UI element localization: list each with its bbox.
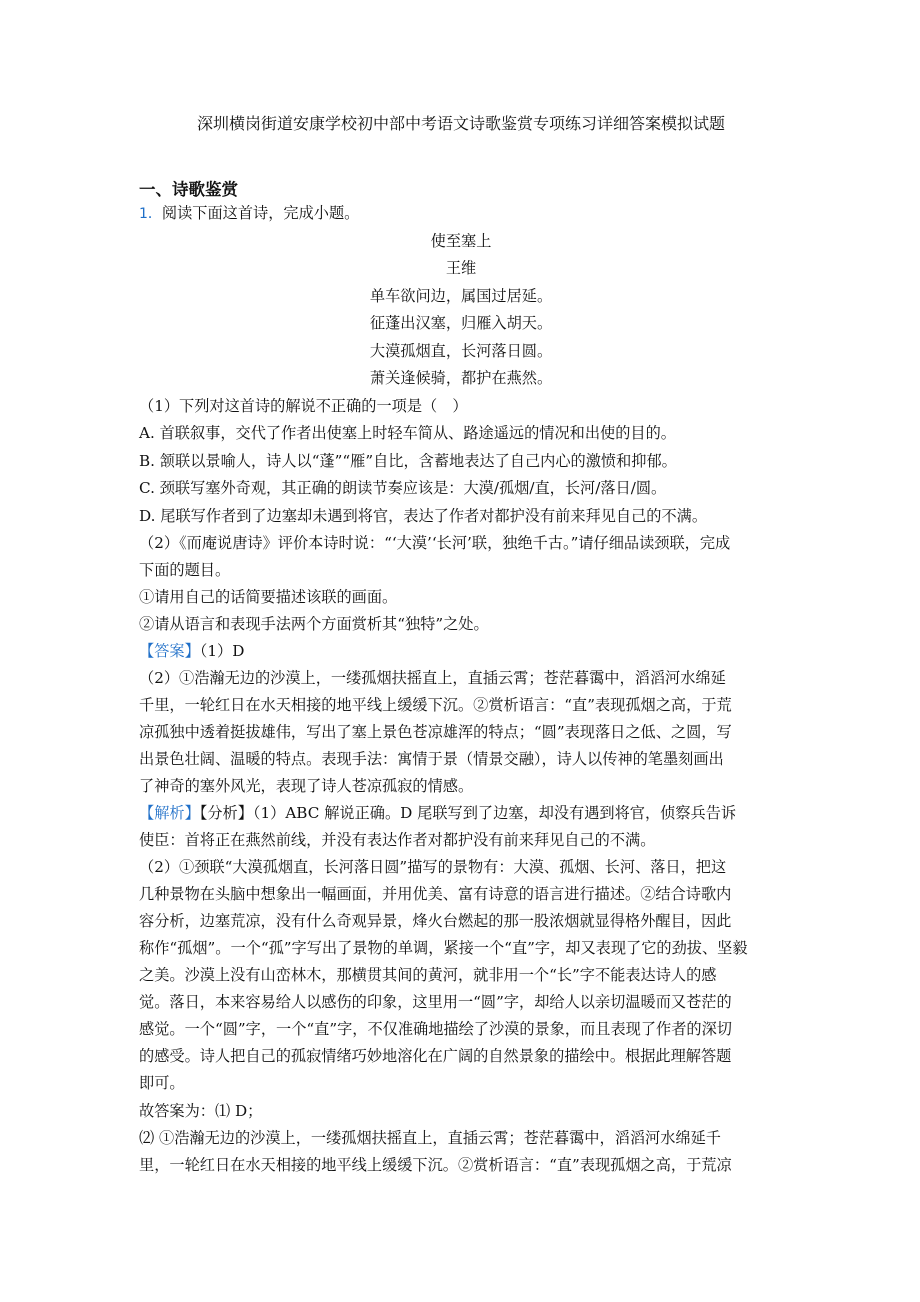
question-1 xyxy=(139,203,359,224)
option-a: A. 首联叙事，交代了作者出使塞上时轻车简从、路途遥远的情况和出使的目的。 xyxy=(139,424,676,442)
sub-question-2: （2）《而庵说唐诗》评价本诗时说：“‘大漠’‘长河’联，独绝千古。”请仔细品读颈联，完成 xyxy=(139,534,731,552)
poem-title: 使至塞上 xyxy=(430,232,492,250)
analysis-line: 称作“孤烟”。一个“孤”字写出了景物的单调，紧接一个“直”字，却又表现了它的劲拔、坚毅 xyxy=(139,939,748,957)
answer-tag: 【答案】 xyxy=(139,642,200,660)
sub-item: ①请用自己的话简要描述该联的画面。 xyxy=(139,588,398,606)
analysis-block xyxy=(139,803,736,823)
conclusion-line: 里，一轮红日在水天相接的地平线上缓缓下沉。②赏析语言：“直”表现孤烟之高，于荒凉 xyxy=(139,1156,732,1174)
poem-line: 大漠孤烟直，长河落日圆。 xyxy=(369,342,553,360)
sub-question-1: （1）下列对这首诗的解说不正确的一项是（ ） xyxy=(139,397,468,415)
answer-line: 凉孤独中透着挺拔雄伟，写出了塞上景色苍凉雄浑的特点；“圆”表现落日之低、之圆，写 xyxy=(139,723,732,741)
analysis-tag: 【解析】 xyxy=(139,804,200,822)
analysis-line: 之美。沙漠上没有山峦林木，那横贯其间的黄河，就非用一个“长”字不能表达诗人的感 xyxy=(139,966,717,984)
document-title: 深圳横岗街道安康学校初中部中考语文诗歌鉴赏专项练习详细答案模拟试题 xyxy=(196,114,725,133)
conclusion-line: 故答案为：⑴ D； xyxy=(139,1102,263,1120)
analysis-line: 觉。落日，本来容易给人以感伤的印象，这里用一“圆”字，却给人以亲切温暖而又苍茫的 xyxy=(139,993,732,1011)
analysis-line: （2）①颈联“大漠孤烟直，长河落日圆”描写的景物有：大漠、孤烟、长河、落日，把这 xyxy=(139,858,727,876)
poem-line: 单车欲问边，属国过居延。 xyxy=(369,287,553,305)
poem-line: 征蓬出汉塞，归雁入胡天。 xyxy=(369,314,553,332)
option-b: B. 颔联以景喻人，诗人以“蓬”“雁”自比，含蓄地表达了自己内心的激愤和抑郁。 xyxy=(139,452,677,470)
section-heading: 一、诗歌鉴赏 xyxy=(139,180,238,199)
option-d: D. 尾联写作者到了边塞却未遇到将官，表达了作者对都护没有前来拜见自己的不满。 xyxy=(139,507,708,525)
answer-block xyxy=(139,641,244,661)
poem-line: 萧关逢候骑，都护在燕然。 xyxy=(369,369,553,387)
answer-line: 千里，一轮红日在水天相接的地平线上缓缓下沉。②赏析语言：“直”表现孤烟之高，于荒 xyxy=(139,696,732,714)
analysis-line: 感觉。一个“圆”字，一个“直”字，不仅准确地描绘了沙漠的景象，而且表现了作者的深切 xyxy=(139,1020,732,1038)
sub-item: ②请从语言和表现手法两个方面赏析其“独特”之处。 xyxy=(139,615,489,633)
sub-question-2-cont: 下面的题目。 xyxy=(139,561,231,579)
answer-line: （2）①浩瀚无边的沙漠上，一缕孤烟扶摇直上，直插云霄；苍茫暮霭中，滔滔河水绵延 xyxy=(139,669,726,687)
question-number: 1． xyxy=(139,206,162,222)
conclusion-line: ⑵ ①浩瀚无边的沙漠上，一缕孤烟扶摇直上，直插云霄；苍茫暮霭中，滔滔河水绵延千 xyxy=(139,1129,721,1147)
poem-author: 王维 xyxy=(445,259,477,277)
analysis-first: 【分析】（1）ABC 解说正确。D 尾联写到了边塞，却没有遇到将官，侦察兵告诉 xyxy=(199,804,737,822)
option-c: C. 颈联写塞外奇观，其正确的朗读节奏应该是：大漠/孤烟/直，长河/落日/圆。 xyxy=(139,479,667,497)
analysis-line: 使臣：首将正在燕然前线，并没有表达作者对都护没有前来拜见自己的不满。 xyxy=(139,831,656,849)
answer-line: 了神奇的塞外风光，表现了诗人苍凉孤寂的情感。 xyxy=(139,777,474,795)
analysis-line: 容分析，边塞荒凉，没有什么奇观异景，烽火台燃起的那一股浓烟就显得格外醒目，因此 xyxy=(139,912,732,930)
analysis-line: 的感受。诗人把自己的孤寂情绪巧妙地溶化在广阔的自然景象的描绘中。根据此理解答题 xyxy=(139,1047,732,1065)
question-prompt: 阅读下面这首诗，完成小题。 xyxy=(161,204,360,222)
analysis-line: 即可。 xyxy=(139,1074,185,1092)
answer-first: （1）D xyxy=(199,642,245,660)
analysis-line: 几种景物在头脑中想象出一幅画面，并用优美、富有诗意的语言进行描述。②结合诗歌内 xyxy=(139,885,732,903)
answer-line: 出景色壮阔、温暖的特点。表现手法：寓情于景（情景交融），诗人以传神的笔墨刻画出 xyxy=(139,750,724,768)
